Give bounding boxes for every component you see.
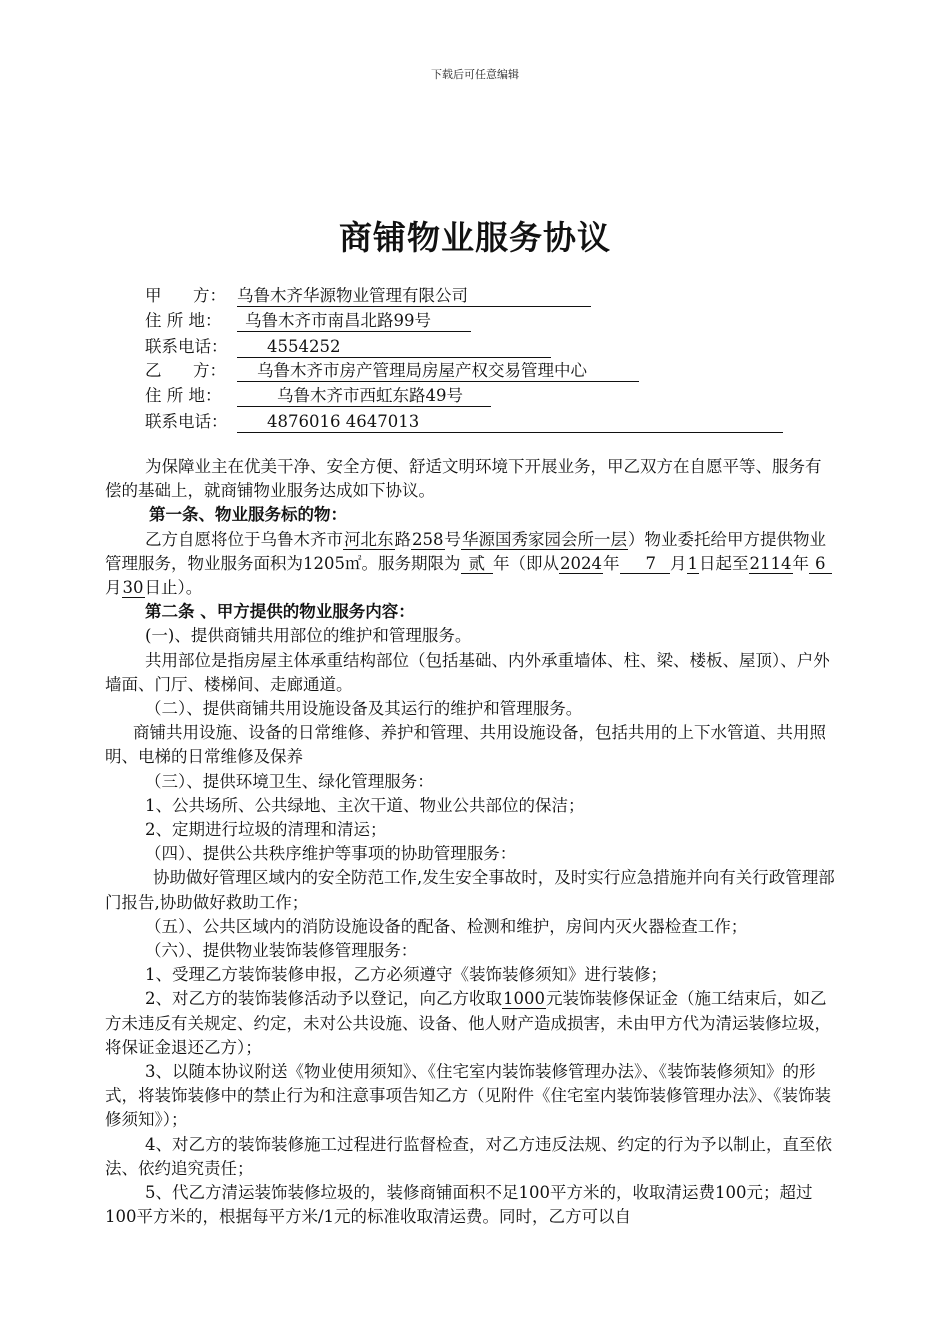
party-a-address-label: 住 所 地： [145, 311, 222, 330]
party-b-label: 乙 方： [145, 361, 226, 380]
party-b-phone-label: 联系电话： [145, 412, 228, 431]
art1-text-5: 年（即从 [493, 553, 559, 573]
art1-text-7: 月 [670, 553, 687, 573]
section-1-text: 共用部位是指房屋主体承重结构部位（包括基础、内外承重墙体、柱、梁、楼板、屋顶）、户外墙面、门厅、楼梯间、走廊通道。 [105, 650, 830, 694]
article-1-paragraph [105, 528, 835, 601]
section-5-heading: （五）、公共区域内的消防设施设备的配备、检测和维护，房间内灭火器检查工作； [145, 916, 748, 936]
party-b-address-value: 乌鲁木齐市西虹东路49号 [237, 386, 491, 407]
section-6-item-4: 4、对乙方的装饰装修施工过程进行监督检查，对乙方违反法规、约定的行为予以制止，直至依法、依约追究责任； [105, 1134, 832, 1178]
section-4-text: 协助做好管理区域内的安全防范工作,发生安全事故时，及时实行应急措施并向有关行政管理部门报告,协助做好救助工作； [105, 868, 835, 912]
party-a-value: 乌鲁木齐华源物业管理有限公司 [237, 286, 591, 307]
section-1-heading: (一)、提供商铺共用部位的维护和管理服务。 [145, 626, 472, 646]
art1-text-4: ）物业委托给甲方提供物业管理服务，物业服务面积为1205㎡。服务期限为 [105, 529, 826, 573]
party-a-phone-row [145, 335, 825, 359]
art1-place: 华源国秀家园会所一层 [462, 529, 627, 549]
art1-end-month: 6 [809, 554, 832, 574]
art1-term: 贰 [461, 554, 494, 574]
section-3-item-1: 1、公共场所、公共绿地、主次干道、物业公共部位的保洁； [145, 795, 585, 815]
party-b-phone-row [145, 410, 825, 434]
party-a-address-value: 乌鲁木齐市南昌北路99号 [237, 311, 471, 332]
section-3-heading: （三）、提供环境卫生、绿化管理服务： [145, 771, 434, 791]
art1-text-8: 日起至 [699, 553, 749, 573]
art1-text-9: 年 [792, 553, 809, 573]
party-a-row [145, 284, 825, 308]
art1-end-year: 2114 [749, 553, 792, 573]
deposit-amount: 1000 [503, 989, 545, 1009]
section-6-item-2 [105, 987, 835, 1060]
art1-text-2: 路 [394, 529, 411, 549]
party-a-label: 甲 方： [145, 286, 226, 305]
party-a-address-row [145, 309, 825, 333]
section-4-heading: （四）、提供公共秩序维护等事项的协助管理服务： [145, 844, 517, 864]
agreement-body [105, 455, 835, 1230]
art1-district: 河北东 [344, 529, 394, 549]
s6-2-text-b: 元装饰装修保证金（施工结束后，如乙方未违反有关规定、约定，未对公共设施、设备、他人财产造成损害，未由甲方代为清运装修垃圾，将保证金退还乙方）； [105, 989, 831, 1057]
section-6-item-1: 1、受理乙方装饰装修申报，乙方必须遵守《装饰装修须知》进行装修； [145, 965, 667, 985]
art1-text-1: 乙方自愿将位于乌鲁木齐市 [145, 529, 343, 549]
intro-paragraph: 为保障业主在优美干净、安全方便、舒适文明环境下开展业务，甲乙双方在自愿平等、服务有偿的基础上，就商铺物业服务达成如下协议。 [105, 457, 822, 501]
art1-end-day: 30 [122, 578, 144, 598]
party-b-row [145, 359, 825, 383]
art1-text-10: 月 [105, 578, 122, 598]
party-a-phone-value: 4554252 [237, 337, 551, 358]
section-2-text: 商铺共用设施、设备的日常维修、养护和管理、共用设施设备，包括共用的上下水管道、共用照明、电梯的日常维修及保养 [105, 723, 826, 767]
party-b-phone-value: 4876016 4647013 [237, 412, 783, 433]
party-b-value: 乌鲁木齐市房产管理局房屋产权交易管理中心 [237, 361, 639, 382]
section-3-item-2: 2、定期进行垃圾的清理和清运； [145, 820, 387, 840]
s6-2-text-a: 2、对乙方的装饰装修活动予以登记，向乙方收取 [145, 989, 502, 1009]
document-title: 商铺物业服务协议 [339, 218, 611, 257]
party-b-address-label: 住 所 地： [145, 386, 222, 405]
party-a-phone-label: 联系电话： [145, 337, 228, 356]
section-2-heading: （二）、提供商铺共用设施设备及其运行的维护和管理服务。 [145, 699, 583, 719]
art1-start-day: 1 [687, 553, 698, 573]
article-2-title: 第二条 、甲方提供的物业服务内容： [145, 602, 415, 622]
section-6-heading: （六）、提供物业装饰装修管理服务： [145, 941, 418, 961]
art1-start-month: 7 [620, 554, 671, 574]
header-note: 下载后可任意编辑 [431, 68, 519, 81]
party-b-address-row [145, 384, 825, 408]
art1-text-3: 号 [444, 529, 461, 549]
article-1-title: 第一条、物业服务标的物： [149, 505, 347, 525]
art1-number: 258 [412, 529, 444, 549]
section-6-item-5: 5、代乙方清运装饰装修垃圾的，装修商铺面积不足100平方米的，收取清运费100元；超过100平方米的，根据每平方米/1元的标准收取清运费。同时，乙方可以自 [105, 1183, 813, 1227]
section-6-item-3: 3、以随本协议附送《物业使用须知》、《住宅室内装饰装修管理办法》、《装饰装修须知》的形式，将装饰装修中的禁止行为和注意事项告知乙方（见附件《住宅室内装饰装修管理办法》、《装饰装修须知》）； [105, 1062, 831, 1130]
art1-text-6: 年 [603, 553, 620, 573]
art1-start-year: 2024 [560, 553, 602, 573]
art1-text-11: 日止）。 [144, 578, 203, 598]
